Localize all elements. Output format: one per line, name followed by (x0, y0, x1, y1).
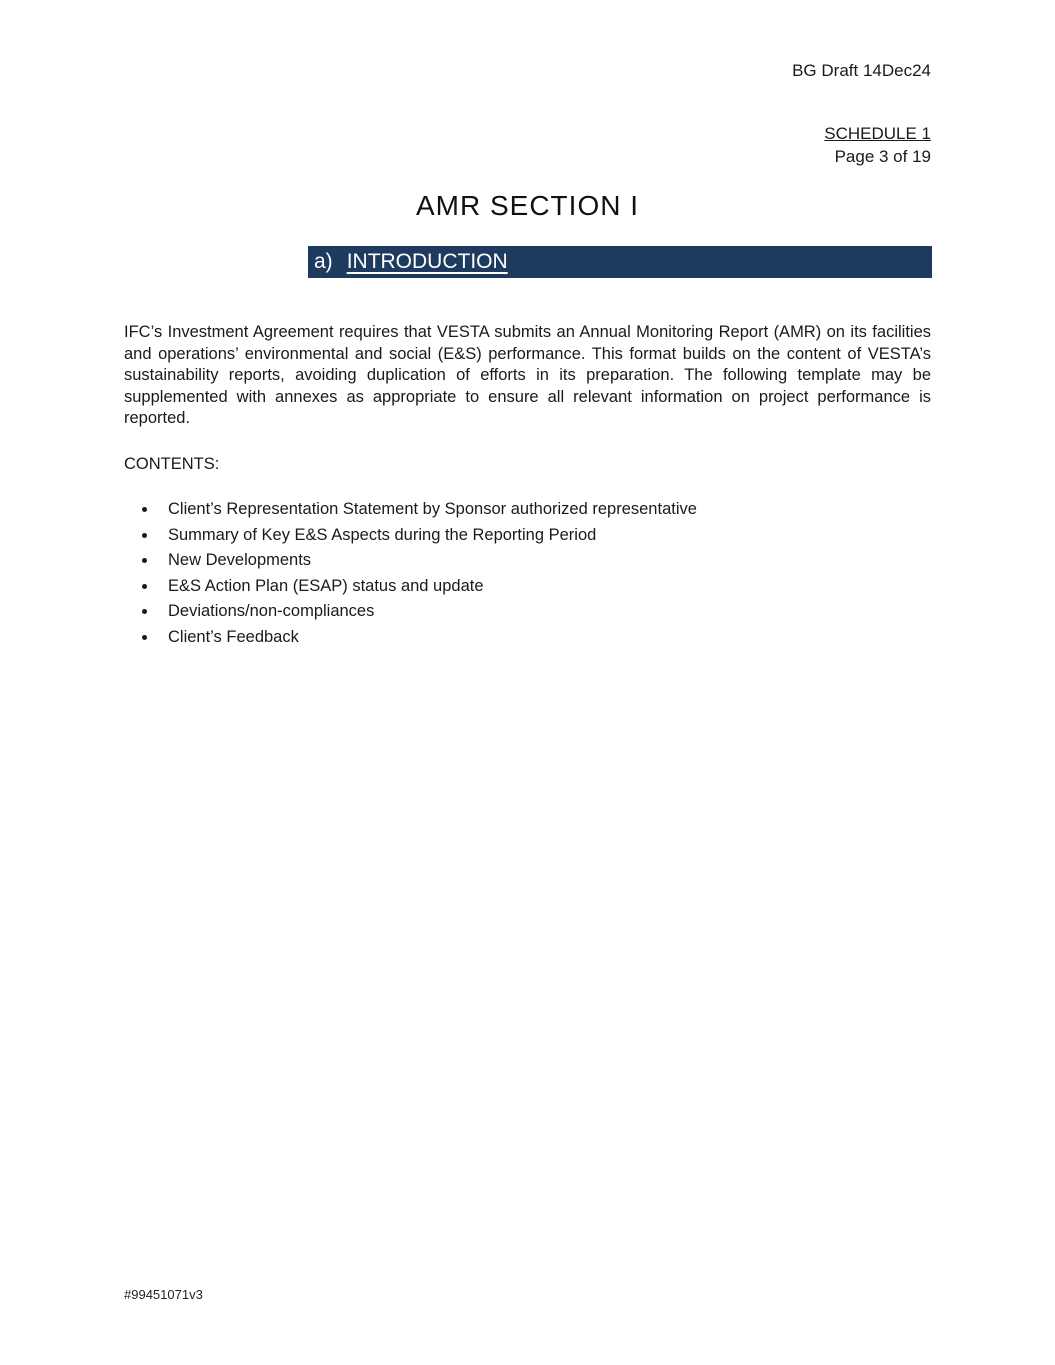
header-draft-label: BG Draft 14Dec24 (792, 61, 931, 80)
list-item: • E&S Action Plan (ESAP) status and update (158, 576, 884, 598)
list-item: • Client’s Representation Statement by Sponsor authorized representative (158, 499, 884, 521)
document-title: AMR SECTION I (415, 190, 639, 221)
contents-heading: CONTENTS: (124, 455, 220, 473)
header-page-number: Page 3 of 19 (834, 147, 931, 166)
section-banner (308, 246, 932, 278)
list-item: • Deviations/non-compliances (158, 601, 884, 623)
contents-list (124, 499, 884, 652)
list-item: • New Developments (158, 550, 884, 572)
section-banner-title: INTRODUCTION (346, 250, 508, 273)
intro-paragraph: IFC’s Investment Agreement requires that VESTA submits an Annual Monitoring Report (AMR) on its facilities and operations’ environmental and social (E&S) performance. This format builds on the content of VESTA’s sustainability reports, avoiding duplication of efforts in its preparation. The following template may be supplemented with annexes as appropriate to ensure all relevant information on project performance is reported. (124, 323, 931, 427)
section-banner-prefix: a) (314, 250, 333, 273)
list-item: • Summary of Key E&S Aspects during the Reporting Period (158, 525, 884, 547)
footer-document-id: #99451071v3 (124, 1287, 203, 1302)
header-schedule-label: SCHEDULE 1 (824, 124, 931, 143)
list-item: • Client’s Feedback (158, 627, 884, 649)
